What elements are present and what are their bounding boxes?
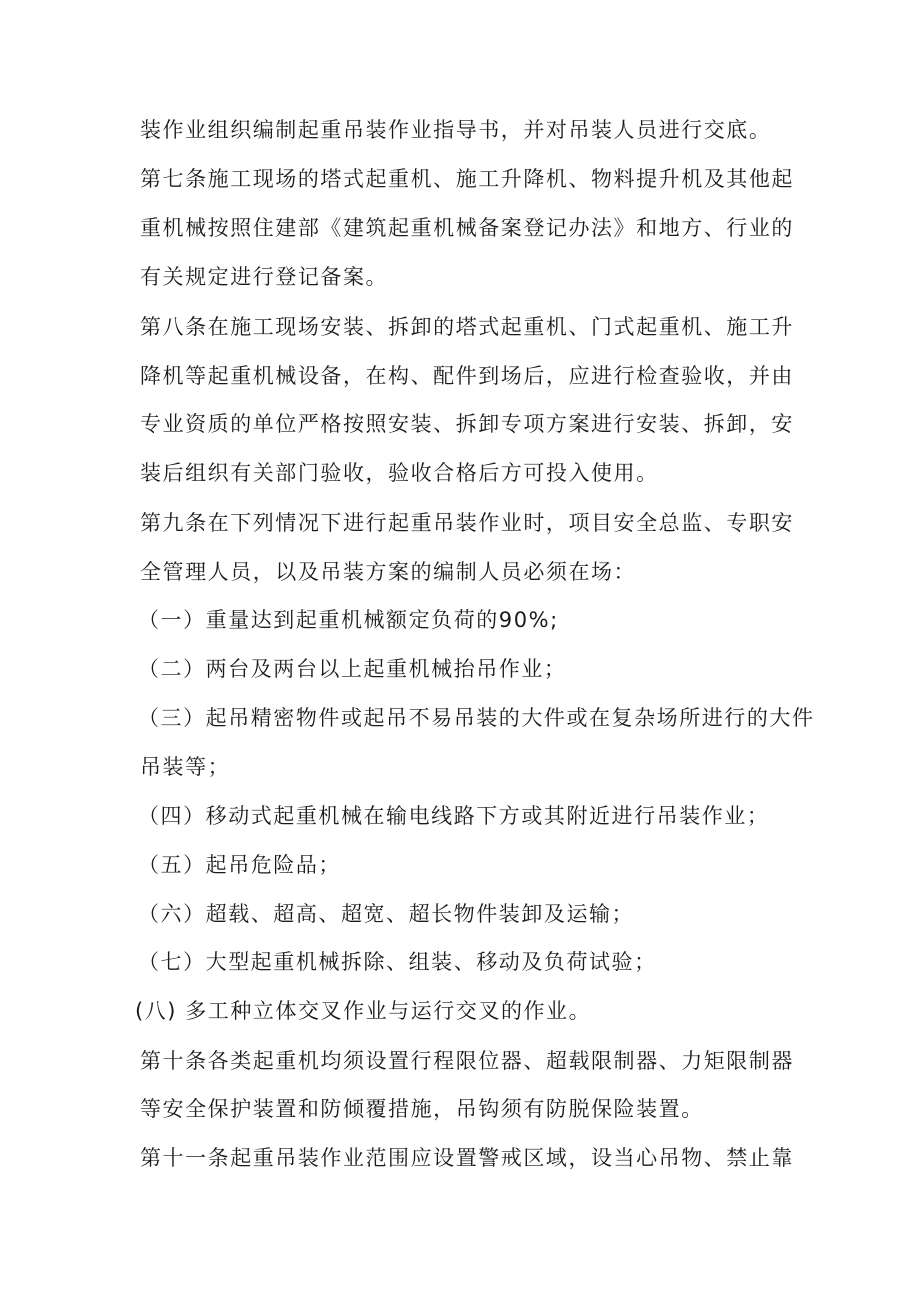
- list-item: （六）超载、超高、超宽、超长物件装卸及运输；: [138, 902, 635, 926]
- text-line: 降机等起重机械设备，在构、配件到场后，应进行检查验收，并由: [140, 364, 794, 388]
- text-line: 装作业组织编制起重吊装作业指导书，并对吊装人员进行交底。: [140, 118, 772, 142]
- text-line: 专业资质的单位严格按照安装、拆卸专项方案进行安装、拆卸，安: [140, 412, 794, 436]
- text-line: 装后组织有关部门验收，验收合格后方可投入使用。: [140, 461, 659, 485]
- list-item: （四）移动式起重机械在输电线路下方或其附近进行吊装作业；: [138, 804, 770, 828]
- text-line: 第八条在施工现场安装、拆卸的塔式起重机、门式起重机、施工升: [140, 315, 794, 339]
- text-line: 全管理人员，以及吊装方案的编制人员必须在场：: [140, 560, 637, 584]
- text-line: 重机械按照住建部《建筑起重机械备案登记办法》和地方、行业的: [140, 216, 794, 240]
- list-item: （二）两台及两台以上起重机械抬吊作业；: [138, 657, 567, 681]
- text-line: 有关规定进行登记备案。: [140, 265, 389, 289]
- text-line: 第十一条起重吊装作业范围应设置警戒区域，设当心吊物、禁止靠: [140, 1146, 794, 1170]
- text-line: 第九条在下列情况下进行起重吊装作业时，项目安全总监、专职安: [140, 511, 794, 535]
- text-line: 第七条施工现场的塔式起重机、施工升降机、物料提升机及其他起: [140, 167, 794, 191]
- text-line: 等安全保护装置和防倾覆措施，吊钩须有防脱保险装置。: [140, 1097, 704, 1121]
- list-item: （一）重量达到起重机械额定负荷的90%;: [138, 608, 559, 632]
- text-line: 吊装等；: [140, 755, 231, 779]
- list-item: （三）起吊精密物件或起吊不易吊装的大件或在复杂场所进行的大件: [138, 706, 815, 730]
- list-item: （七）大型起重机械拆除、组装、移动及负荷试验；: [138, 950, 657, 974]
- list-item: (八) 多工种立体交叉作业与运行交叉的作业。: [135, 999, 592, 1023]
- text-line: 第十条各类起重机均须设置行程限位器、超载限制器、力矩限制器: [140, 1049, 794, 1073]
- list-item: （五）起吊危险品；: [138, 853, 341, 877]
